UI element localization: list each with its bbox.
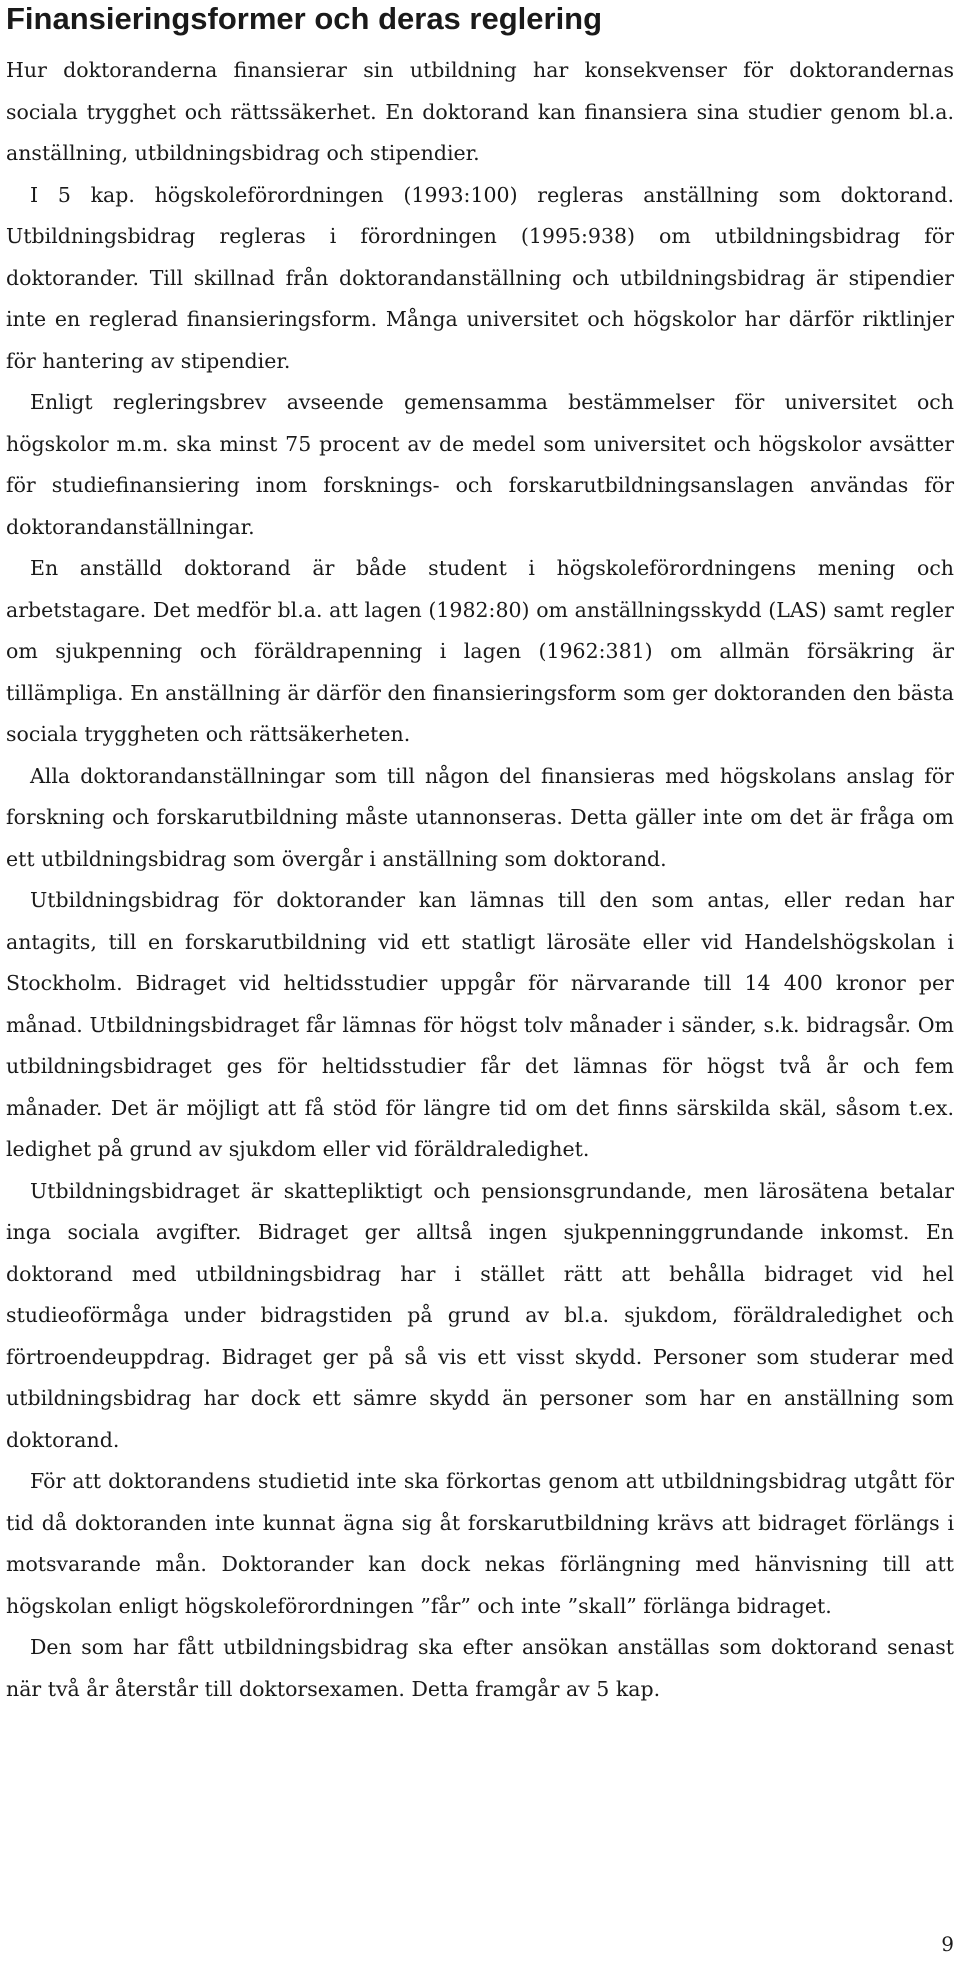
body-text [6,50,954,1710]
paragraph: Hur doktoranderna finansierar sin utbildning har konsekvenser för doktorandernas sociala trygghet och rättssäkerhet. En doktorand kan finansiera sina studier genom bl.a. anställning, utbildningsbidrag och stipendier. [6,58,954,165]
paragraph: En anställd doktorand är både student i högskoleförordningens mening och arbetstagare. Det medför bl.a. att lagen (1982:80) om anställningsskydd (LAS) samt regler om sjukpenning och föräldrapenning i lagen (1962:381) om allmän försäkring är tillämpliga. En anställning är därför den finansieringsform som ger doktoranden den bästa sociala tryggheten och rättsäkerheten. [6,556,954,746]
paragraph: Den som har fått utbildningsbidrag ska efter ansökan anställas som doktorand senast när två år återstår till doktorsexamen. Detta framgår av 5 kap. [6,1635,954,1701]
paragraph: Utbildningsbidraget är skattepliktigt och pensionsgrundande, men lärosätena betalar inga sociala avgifter. Bidraget ger alltså ingen sjukpenninggrundande inkomst. En doktorand med utbildningsbidrag har i stället rätt att behålla bidraget vid hel studieoförmåga under bidragstiden på grund av bl.a. sjukdom, föräldraledighet och förtroendeuppdrag. Bidraget ger på så vis ett visst skydd. Personer som studerar med utbildningsbidrag har dock ett sämre skydd än personer som har en anställning som doktorand. [6,1178,954,1452]
paragraph: I 5 kap. högskoleförordningen (1993:100) regleras anställning som doktorand. Utbildningsbidrag regleras i förordningen (1995:938) om utbildningsbidrag för doktorander. Till skillnad från doktorandanställning och utbildningsbidrag är stipendier inte en reglerad finansieringsform. Många universitet och högskolor har därför riktlinjer för hantering av stipendier. [6,182,954,373]
page-number: 9 [941,1932,954,1956]
section-heading: Finansieringsformer och deras reglering [6,1,603,36]
paragraph: Utbildningsbidrag för doktorander kan lämnas till den som antas, eller redan har antagits, till en forskarutbildning vid ett statligt lärosäte eller vid Handelshögskolan i Stockholm. Bidraget vid heltidsstudier uppgår för närvarande till 14 400 kronor per månad. Utbildningsbidraget får lämnas för högst tolv månader i sänder, s.k. bidragsår. Om utbildningsbidraget ges för heltidsstudier får det lämnas för högst två år och fem månader. Det är möjligt att få stöd för längre tid om det finns särskilda skäl, såsom t.ex. ledighet på grund av sjukdom eller vid föräldraledighet. [6,888,954,1161]
paragraph: För att doktorandens studietid inte ska förkortas genom att utbildningsbidrag utgått för tid då doktoranden inte kunnat ägna sig åt forskarutbildning krävs att bidraget förlängs i motsvarande mån. Doktorander kan dock nekas förlängning med hänvisning till att högskolan enligt högskoleförordningen ”får” och inte ”skall” förlänga bidraget. [6,1469,954,1618]
paragraph: Enligt regleringsbrev avseende gemensamma bestämmelser för universitet och högskolor m.m. ska minst 75 procent av de medel som universitet och högskolor avsätter för studiefinansiering inom forsknings- och forskarutbildningsanslagen användas för doktorandanställningar. [6,390,954,539]
paragraph: Alla doktorandanställningar som till någon del finansieras med högskolans anslag för forskning och forskarutbildning måste utannonseras. Detta gäller inte om det är fråga om ett utbildningsbidrag som övergår i anställning som doktorand. [6,763,954,871]
